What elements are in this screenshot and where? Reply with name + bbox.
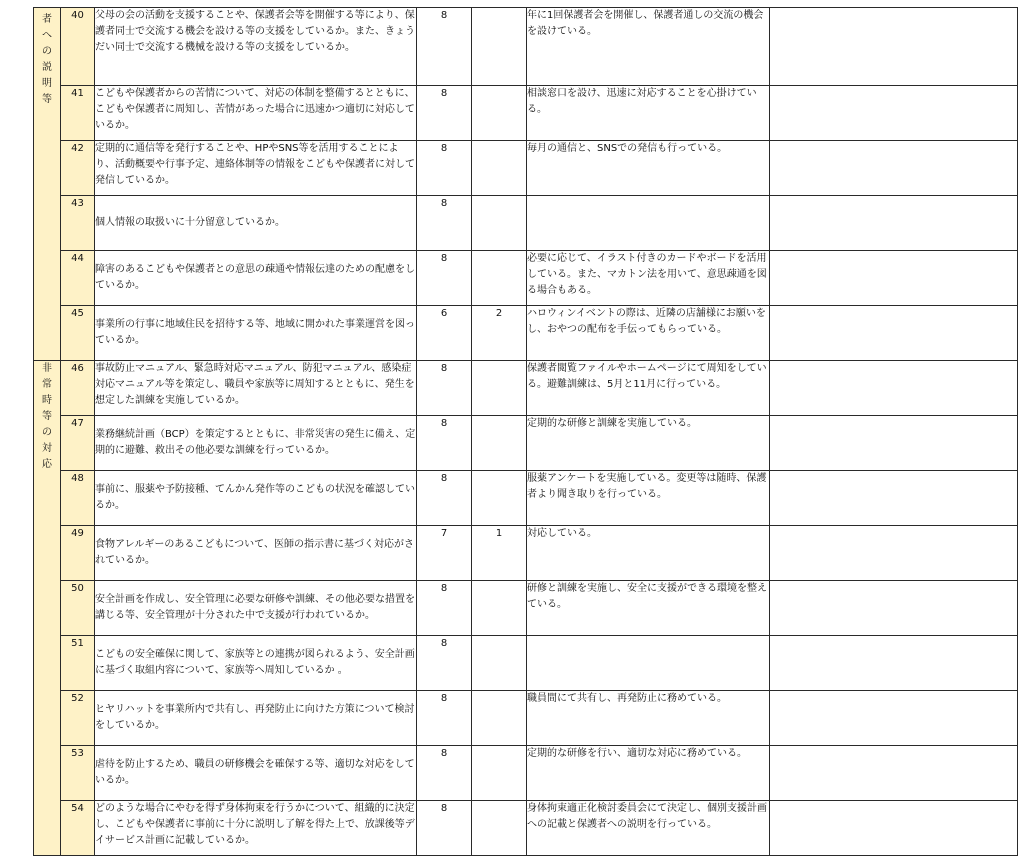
category-cell-emergency xyxy=(34,361,61,856)
item-number: 49 xyxy=(61,526,95,581)
item-number: 50 xyxy=(61,581,95,636)
item-text: 業務継続計画（BCP）を策定するとともに、非常災害の発生に備え、定期的に避難、救出その他必要な訓練を行っているか。 xyxy=(95,416,417,471)
response-note: 身体拘束適正化検討委員会にて決定し、個別支援計画への記載と保護者への説明を行っている。 xyxy=(527,801,770,856)
no-count xyxy=(472,196,527,251)
response-note: 毎月の通信と、SNSでの発信も行っている。 xyxy=(527,141,770,196)
response-note: 定期的な研修を行い、適切な対応に務めている。 xyxy=(527,746,770,801)
yes-count: 8 xyxy=(417,691,472,746)
yes-count: 8 xyxy=(417,196,472,251)
response-note: 定期的な研修と訓練を実施している。 xyxy=(527,416,770,471)
item-number: 52 xyxy=(61,691,95,746)
item-text: どのような場合にやむを得ず身体拘束を行うかについて、組織的に決定し、こどもや保護者に事前に十分に説明し了解を得た上で、放課後等デイサービス計画に記載しているか。 xyxy=(95,801,417,856)
item-number: 46 xyxy=(61,361,95,416)
response-note xyxy=(527,636,770,691)
no-count xyxy=(472,8,527,86)
blank-cell xyxy=(770,691,1018,746)
no-count xyxy=(472,251,527,306)
no-count xyxy=(472,801,527,856)
item-text: 事業所の行事に地域住民を招待する等、地域に開かれた事業運営を図っているか。 xyxy=(95,306,417,361)
item-text: 事前に、服薬や予防接種、てんかん発作等のこどもの状況を確認しているか。 xyxy=(95,471,417,526)
response-note: 保護者閲覧ファイルやホームページにて周知をしている。避難訓練は、5月と11月に行っている。 xyxy=(527,361,770,416)
item-number: 53 xyxy=(61,746,95,801)
category-label: 非常時等の対応 xyxy=(42,363,52,470)
category-label: 者への説明等 xyxy=(42,14,52,105)
yes-count: 8 xyxy=(417,581,472,636)
no-count xyxy=(472,636,527,691)
yes-count: 6 xyxy=(417,306,472,361)
item-text: 障害のあるこどもや保護者との意思の疎通や情報伝達のための配慮をしているか。 xyxy=(95,251,417,306)
yes-count: 8 xyxy=(417,361,472,416)
item-number: 42 xyxy=(61,141,95,196)
no-count xyxy=(472,746,527,801)
item-number: 54 xyxy=(61,801,95,856)
blank-cell xyxy=(770,86,1018,141)
yes-count: 8 xyxy=(417,141,472,196)
no-count xyxy=(472,581,527,636)
response-note: 必要に応じて、イラスト付きのカードやボードを活用している。また、マカトン法を用いて、意思疎通を図る場合もある。 xyxy=(527,251,770,306)
yes-count: 8 xyxy=(417,471,472,526)
no-count xyxy=(472,361,527,416)
item-text: 定期的に通信等を発行することや、HPやSNS等を活用することにより、活動概要や行事予定、連絡体制等の情報をこどもや保護者に対して発信しているか。 xyxy=(95,141,417,196)
blank-cell xyxy=(770,141,1018,196)
response-note: 対応している。 xyxy=(527,526,770,581)
item-number: 41 xyxy=(61,86,95,141)
response-note: ハロウィンイベントの際は、近隣の店舗様にお願いをし、おやつの配布を手伝ってもらっている。 xyxy=(527,306,770,361)
category-cell-explanation xyxy=(34,8,61,361)
blank-cell xyxy=(770,416,1018,471)
item-text: 虐待を防止するため、職員の研修機会を確保する等、適切な対応をしているか。 xyxy=(95,746,417,801)
response-note: 研修と訓練を実施し、安全に支援ができる環境を整えている。 xyxy=(527,581,770,636)
blank-cell xyxy=(770,306,1018,361)
blank-cell xyxy=(770,8,1018,86)
no-count xyxy=(472,691,527,746)
item-number: 48 xyxy=(61,471,95,526)
evaluation-table xyxy=(33,7,1018,856)
yes-count: 8 xyxy=(417,251,472,306)
yes-count: 7 xyxy=(417,526,472,581)
item-text: 父母の会の活動を支援することや、保護者会等を開催する等により、保護者同士で交流する機会を設ける等の支援をしているか。また、きょうだい同士で交流する機械を設ける等の支援をしているか。 xyxy=(95,8,417,86)
no-count xyxy=(472,416,527,471)
blank-cell xyxy=(770,801,1018,856)
response-note: 年に1回保護者会を開催し、保護者通しの交流の機会を設けている。 xyxy=(527,8,770,86)
blank-cell xyxy=(770,581,1018,636)
no-count: 2 xyxy=(472,306,527,361)
response-note: 職員間にて共有し、再発防止に務めている。 xyxy=(527,691,770,746)
item-number: 51 xyxy=(61,636,95,691)
item-text: 個人情報の取扱いに十分留意しているか。 xyxy=(95,196,417,251)
blank-cell xyxy=(770,526,1018,581)
blank-cell xyxy=(770,471,1018,526)
item-number: 40 xyxy=(61,8,95,86)
item-number: 45 xyxy=(61,306,95,361)
response-note: 服薬アンケートを実施している。変更等は随時、保護者より聞き取りを行っている。 xyxy=(527,471,770,526)
blank-cell xyxy=(770,251,1018,306)
item-number: 47 xyxy=(61,416,95,471)
no-count: 1 xyxy=(472,526,527,581)
blank-cell xyxy=(770,636,1018,691)
response-note: 相談窓口を設け、迅速に対応することを心掛けている。 xyxy=(527,86,770,141)
item-text: ヒヤリハットを事業所内で共有し、再発防止に向けた方策について検討をしているか。 xyxy=(95,691,417,746)
no-count xyxy=(472,471,527,526)
yes-count: 8 xyxy=(417,746,472,801)
blank-cell xyxy=(770,196,1018,251)
yes-count: 8 xyxy=(417,8,472,86)
item-number: 44 xyxy=(61,251,95,306)
blank-cell xyxy=(770,746,1018,801)
blank-cell xyxy=(770,361,1018,416)
item-number: 43 xyxy=(61,196,95,251)
response-note xyxy=(527,196,770,251)
item-text: こどもや保護者からの苦情について、対応の体制を整備するとともに、こどもや保護者に周知し、苦情があった場合に迅速かつ適切に対応しているか。 xyxy=(95,86,417,141)
no-count xyxy=(472,86,527,141)
item-text: 安全計画を作成し、安全管理に必要な研修や訓練、その他必要な措置を講じる等、安全管理が十分された中で支援が行われているか。 xyxy=(95,581,417,636)
yes-count: 8 xyxy=(417,86,472,141)
no-count xyxy=(472,141,527,196)
yes-count: 8 xyxy=(417,416,472,471)
item-text: 事故防止マニュアル、緊急時対応マニュアル、防犯マニュアル、感染症対応マニュアル等を策定し、職員や家族等に周知するとともに、発生を想定した訓練を実施しているか。 xyxy=(95,361,417,416)
item-text: 食物アレルギーのあるこどもについて、医師の指示書に基づく対応がされているか。 xyxy=(95,526,417,581)
yes-count: 8 xyxy=(417,801,472,856)
yes-count: 8 xyxy=(417,636,472,691)
item-text: こどもの安全確保に関して、家族等との連携が図られるよう、安全計画に基づく取組内容について、家族等へ周知しているか 。 xyxy=(95,636,417,691)
